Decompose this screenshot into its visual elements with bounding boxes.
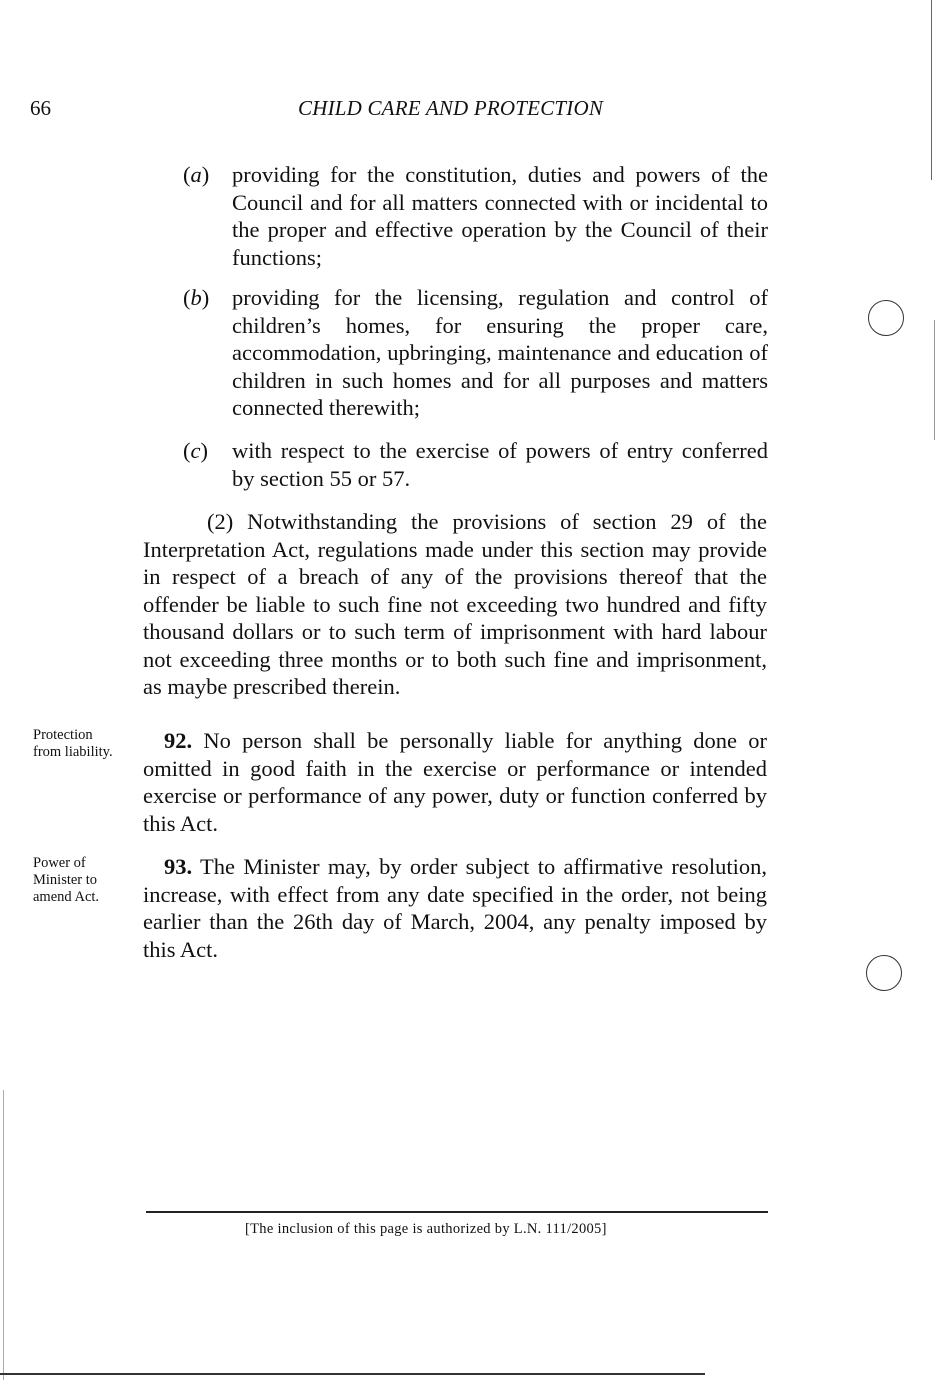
punch-hole-circle <box>868 300 904 336</box>
item-c <box>183 437 768 492</box>
margin-note-92-line: from liability. <box>33 744 113 760</box>
footer-rule <box>146 1211 768 1213</box>
item-a-letter: (a) <box>183 162 210 187</box>
bottom-scan-line <box>0 1373 705 1375</box>
section-92-number: 92. <box>164 728 193 753</box>
margin-note-92 <box>33 727 133 761</box>
footer-note: [The inclusion of this page is authorized by L.N. 111/2005] <box>245 1221 607 1237</box>
margin-note-93-line: Power of <box>33 855 86 871</box>
punch-hole-circle <box>866 955 902 991</box>
item-c-letter: (c) <box>183 438 208 463</box>
item-a-text: providing for the constitution, duties and powers of the Council and for all matters connected with or incidental to the proper and effective operation by the Council of their functions; <box>232 162 768 270</box>
section-93 <box>143 853 767 963</box>
item-b <box>183 284 768 422</box>
margin-note-92-line: Protection <box>33 727 93 743</box>
item-b-text: providing for the licensing, regulation and control of children’s homes, for ensuring the proper care, accommodation, upbringing, maintenance and education of children in such homes and for all purposes and matters connected therewith; <box>232 285 768 420</box>
page-edge-line <box>3 1090 4 1380</box>
item-b-letter: (b) <box>183 285 210 310</box>
margin-note-93 <box>33 855 133 906</box>
subsection-2-text: (2) Notwithstanding the provisions of section 29 of the Interpretation Act, regulations made under this section may provide in respect of a breach of any of the provisions thereof that the offender be liable to such fine not exceeding two hundred and fifty thousand dollars or to such term of imprisonment with hard labour not exceeding three months or to both such fine and imprisonment, as maybe prescribed therein. <box>143 509 767 699</box>
section-93-text: The Minister may, by order subject to affirmative resolution, increase, with effect from any date specified in the order, not being earlier than the 26th day of March, 2004, any penalty imposed by this Act. <box>143 854 767 962</box>
running-title: CHILD CARE AND PROTECTION <box>298 96 604 120</box>
section-92-text: No person shall be personally liable for anything done or omitted in good faith in the exercise or performance or intended exercise or performance of any power, duty or function conferred by this Act. <box>143 728 767 836</box>
item-c-text: with respect to the exercise of powers of entry conferred by section 55 or 57. <box>232 438 768 491</box>
item-a <box>183 161 768 271</box>
page-edge-line <box>931 0 932 180</box>
margin-note-93-line: Minister to <box>33 872 98 888</box>
page-number: 66 <box>30 96 51 120</box>
page-edge-line <box>934 320 935 440</box>
section-93-number: 93. <box>164 854 193 879</box>
margin-note-93-line: amend Act. <box>33 889 100 905</box>
subsection-2 <box>143 508 767 701</box>
section-92 <box>143 727 767 837</box>
